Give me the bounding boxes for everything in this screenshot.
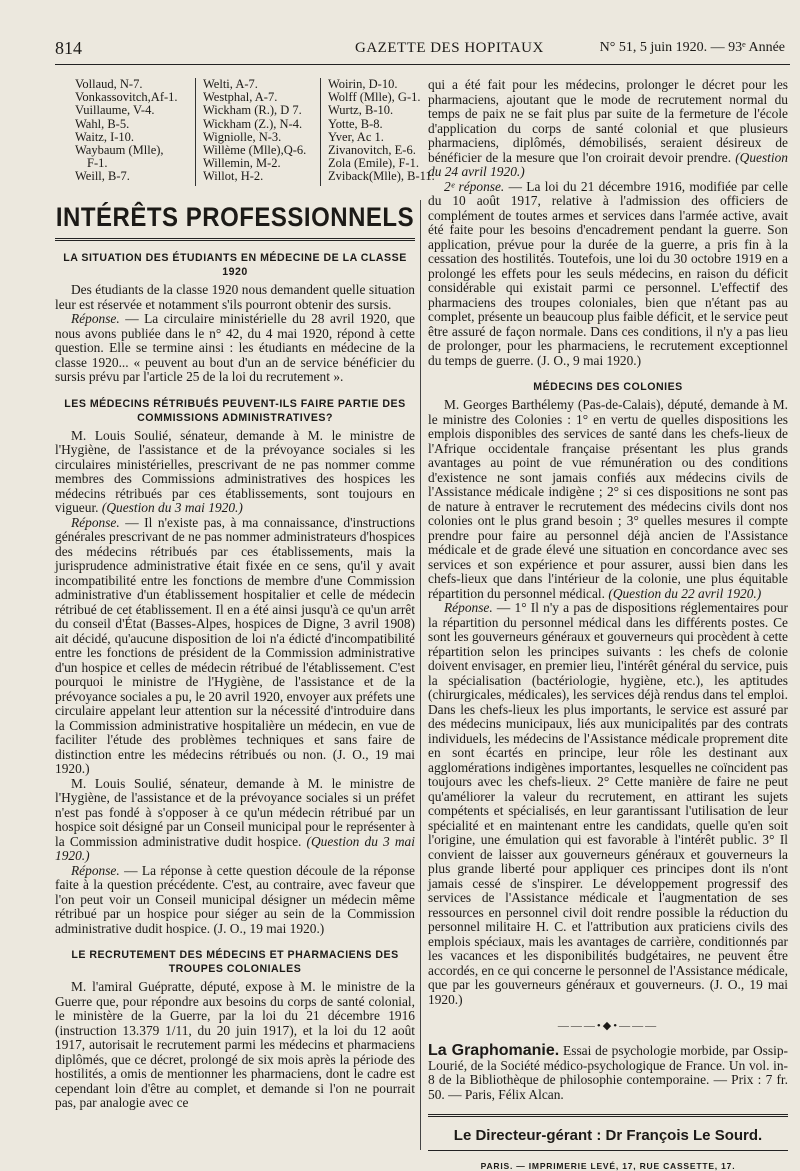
name-entry: Wolff (Mlle), G-1. [328, 90, 421, 105]
name-entry: Zviback(Mlle), B-11. [328, 169, 435, 184]
answer-text [55, 516, 415, 777]
column-divider [320, 78, 321, 186]
answer-body: — Il n'existe pas, à ma connaissance, d'instructions générales prescrivant de ne pas nommer administrateurs d'hospices des médecins rétribués par ces établissements, mais la jurisprudence administrative était fixée en ce sens, qu'il y avait incompatibilité entre les fonctions de membre d'une Commission administrative d'un établissement hospitalier et celle de médecin rétribué de cet établissement. Il en a été ainsi jusqu'à ce qu'un arrêt du conseil d'État (Basses-Alpes, hospices de Digne, 3 avril 1908) ait décidé, qu'aucune disposition de loi n'a édicté d'incompatibilité entre les fonctions de président de la Commission administrative d'un hospice et celles de médecin rétribué de l'établissement. C'est pourquoi le ministre de l'Hygiène, de l'assistance et de la prévoyance sociales a pu, le 20 avril 1920, envoyer aux préfets une circulaire appelant leur attention sur la nécessité d'introduire dans la Commission administrative hospitalière un médecin, en vue de faciliter l'étude des problèmes techniques et sans faire de distinction entre les médecins rétribués ou non. [55, 514, 415, 762]
article-heading: LES MÉDECINS RÉTRIBUÉS PEUVENT-ILS FAIRE PARTIE DES COMMISSIONS ADMINISTRATIVES? [64, 397, 406, 424]
column-divider [420, 200, 421, 1150]
name-entry: Waybaum (Mlle), [75, 143, 164, 158]
issue-info: N° 51, 5 juin 1920. — 93ᵉ Année [599, 40, 785, 55]
name-entry: Vuillaume, V-4. [75, 103, 155, 118]
header-rule [55, 64, 790, 65]
footer-rule [428, 1150, 788, 1151]
journal-title: GAZETTE DES HOPITAUX [355, 40, 544, 56]
question-text [55, 777, 415, 864]
question-reference: (Question du 3 mai 1920.) [55, 833, 415, 863]
column-divider [195, 78, 196, 186]
name-entry: Zola (Emile), F-1. [328, 156, 419, 171]
question-body: M. Louis Soulié, sénateur, demande à M. le ministre de l'Hygiène, de l'assistance et de la prévoyance sociales si les circulaires ministérielles, prescrivant de ne pas nommer comme membres des Commissions administratives des hospices les médecins rétribués par ces établissements, sont toujours en vigueur. [55, 427, 415, 515]
name-entry: F-1. [87, 156, 108, 171]
name-entry: Wahl, B-5. [75, 116, 130, 131]
answer-label: 2ᵉ réponse. [444, 178, 505, 194]
page-number: 814 [55, 38, 82, 58]
article-heading: LA SITUATION DES ÉTUDIANTS EN MÉDECINE DE LA CLASSE 1920 [63, 252, 407, 278]
question-reference: (Question du 3 mai 1920.) [101, 500, 243, 515]
name-entry: Yotte, B-8. [328, 116, 383, 131]
name-entry: Waitz, I-10. [75, 129, 135, 144]
name-column-3 [328, 78, 435, 184]
printer-line: PARIS. — IMPRIMERIE LEVÉ, 17, RUE CASSETTE, 17. [480, 1161, 736, 1171]
name-entry: Wickham (Z.), N-4. [203, 116, 303, 131]
bibliography-entry [428, 1044, 788, 1102]
name-entry: Wickham (R.), D 7. [203, 103, 302, 118]
name-entry: Wurtz, B-10. [328, 103, 394, 118]
answer-text [55, 312, 415, 385]
answer-label: Réponse. [71, 514, 120, 530]
question-text: M. l'amiral Guépratte, député, expose à M. le ministre de la Guerre que, pour répondre aux besoins du corps de santé colonial, le ministère de la Guerre, par la loi du 21 décembre 1916 (instruction 13.379 1/11, du 20 juin 1917), et la loi du 12 août 1917, autorisait le recrutement parmi les médecins et pharmaciens diplômés, que ce décret, prolongé de six mois après la période des hostilités, a omis de mentionner les pharmaciens, dont le cadre est cependant loin d'être au complet, et demande si l'on ne pourrait pas, par analogie avec ce [55, 979, 415, 1110]
name-entry: Yver, Ac 1. [328, 129, 384, 144]
question-body: M. Georges Barthélemy (Pas-de-Calais), député, demande à M. le ministre des Colonies : 1° en vertu de quelles dispositions les emplois disponibles des services de santé dans les chefs-lieux de l'Afrique occidentale française présentant les plus grands avantages au point de vue rémunération ou des conditions d'existence ne sont jamais confiés aux médecins civils de l'Assistance médicale indigène ; 2° si ces dispositions ne sont pas de nature à entraver le recrutement des médecins civils dont nos colonies ont le plus grand besoin ; 3° quelles mesures il compte prendre pour faire au personnel déjà ancien de l'Assistance médicale et de grade élevé une situation en concordance avec ses services et son expérience et pour assurer, aussi bien dans les chefs-lieux que dans l'intérieur de la colonie, une plus équitable répartition du personnel médical. [428, 397, 788, 601]
question-reference: (Question du 22 avril 1920.) [608, 585, 762, 601]
name-entry: Welti, A-7. [203, 77, 258, 91]
answer-label: Réponse. [71, 862, 120, 878]
answer-body: — 1° Il n'y a pas de dispositions réglementaires pour la répartition du personnel médical dans les différents postes. Ce sont les gouverneurs généraux et gouverneurs qui procèdent à cette répartition selon les principes suivants : les chefs de colonie doivent envisager, en premier lieu, l'intérêt général du service, puis la spécialisation (bactériologie, hygiène, etc.), les aptitudes (chirurgicales, médicales), les services déjà rendus dans tel emploi. Dans les chefs-lieux les plus importants, le service est assuré par des médecins municipaux, liés aux municipalités par des contrats individuels, les médecins de l'Assistance médicale proprement dite en sont écartés en principe, leur rôle les destinant aux agglomérations indigènes importantes, lesquelles ne coïncident pas toujours avec les chefs-lieux. 2° Cette manière de faire ne peut qu'améliorer la valeur du recrutement, en attirant les sujets compétents et spécialisés, en leur garantissant l'utilisation de leur spécialité et en maintenant entre les candidats, quelle qu'en soit l'origine, une émulation qui est favorable à l'intérêt public. 3° Il convient de laisser aux gouverneurs généraux et gouverneurs la plus grande liberté pour appliquer ces principes dont ils n'ont jamais cessé de s'inspirer. Le développement progressif des services de l'Assistance médicale et l'augmentation de ses ressources en personnel civil doit rendre possible la réduction du personnel militaire H. C. et l'attribution aux praticiens civils des emplois spéciaux, mais les avantages de carrière, conditionnés par les vacances et les disponibilités budgétaires, ne peuvent être accordés, en ce qui concerne le personnel de l'Assistance médicale, que par les gouverneurs généraux et gouverneurs. [428, 600, 788, 992]
name-entry: Willemin, M-2. [203, 156, 281, 171]
question-text [428, 398, 788, 601]
answer-label: Réponse. [71, 311, 120, 326]
name-column-1 [75, 78, 178, 184]
answer-reference: (J. O., 19 mai 1920.) [55, 746, 416, 776]
answer-text [55, 864, 415, 937]
name-index [75, 78, 445, 190]
answer-reference: (J. O., 9 mai 1920.) [536, 352, 642, 368]
name-entry: Willème (Mlle),Q-6. [203, 143, 307, 158]
name-entry: Vonkassovitch,Af-1. [75, 90, 178, 105]
name-entry: Willot, H-2. [203, 169, 264, 184]
separator-ornament: ———•◆•——— [557, 1020, 659, 1032]
page-header [55, 38, 785, 64]
question-reference: (Question du 24 avril 1920.) [428, 149, 788, 179]
name-entry: Wigniolle, N-3. [203, 129, 282, 144]
book-title: La Graphomanie. [428, 1042, 560, 1059]
answer-body: — La réponse à cette question découle de la réponse faite à la question précédente. C'est, au contraire, avec faveur que l'on peut voir un Conseil municipal désigner un médecin même rétribué par un hospice pour siéger au sein de la Commission administrative dudit hospice. [55, 862, 415, 936]
footer-rule [428, 1114, 788, 1117]
answer-reference: (J. O., 19 mai 1920.) [213, 920, 325, 936]
section-title: INTÉRÊTS PROFESSIONNELS [55, 202, 415, 233]
name-entry: Westphal, A-7. [203, 90, 278, 105]
answer-body: — La circulaire ministérielle du 28 avril 1920, que nous avons publiée dans le n° 42, du 4 mai 1920, répond à cette question. Elle se termine ainsi : les étudiants en médecine de la classe 1920... « peuvent au bout d'un an de service bénéficier du sursis prévu par l'article 25 de la loi du recrutement ». [55, 311, 415, 384]
answer-reference: (J. O., 19 mai 1920.) [428, 977, 788, 1007]
name-entry: Woirin, D-10. [328, 77, 398, 91]
answer-text [428, 601, 788, 1007]
question-body: qui a été fait pour les médecins, prolonger le décret pour les pharmaciens, ajoutant que le mode de recrutement normal du temps de paix ne se fait plus par suite de la fermeture de l'école d'application du corps de santé colonial et que plusieurs pharmaciens, diplômés, démobilisés, seraient désireux de bénéficier de la mesure que l'on croirait devoir prendre. [428, 77, 788, 165]
left-column [55, 200, 415, 1111]
director-line: Le Directeur-gérant : Dr François Le Sourd. [453, 1127, 763, 1144]
book-description: Essai de psychologie morbide, par Ossip-Lourié, de la Société médico-psychologique de France. Un vol. in-8 de la Bibliothèque de philosophie contemporaine. — Prix : 7 fr. 50. — Paris, Félix Alcan. [428, 1043, 788, 1102]
question-text: Des étudiants de la classe 1920 nous demandent quelle situation leur est réservée et notamment s'ils pourront obtenir des sursis. [55, 282, 415, 312]
right-column [428, 78, 788, 1171]
article-heading: MÉDECINS DES COLONIES [533, 381, 683, 393]
question-text [55, 429, 415, 516]
name-column-2 [203, 78, 306, 184]
answer-label: Réponse. [444, 600, 493, 615]
title-rule [55, 238, 415, 241]
article-heading: LE RECRUTEMENT DES MÉDECINS ET PHARMACIENS DES TROUPES COLONIALES [71, 949, 399, 975]
name-entry: Vollaud, N-7. [75, 77, 143, 91]
name-entry: Zivanovitch, E-6. [328, 143, 416, 158]
question-text [428, 78, 788, 180]
question-body: M. Louis Soulié, sénateur, demande à M. le ministre de l'Hygiène, de l'assistance et de la prévoyance sociales si un préfet n'est pas fondé à s'opposer à ce qu'un médecin rétribué par un hospice soit désigné par un Conseil municipal pour le représenter à la Commission administrative dudit hospice. [55, 775, 415, 849]
answer-text [428, 180, 788, 369]
answer-body: — La loi du 21 décembre 1916, modifiée par celle du 10 août 1917, relative à l'admission des officiers de complément de toutes armes et services dans l'armée active, avait été faite pour les besoins d'encadrement pendant la guerre. Son application, prévue pour la durée de la guerre, a pris fin à la cessation des hostilités. Toutefois, une loi du 30 octobre 1919 en a prolongé les effets pour les seuls médecins, en raison du déficit considérable qui existait parmi ce personnel. L'effectif des pharmaciens des troupes coloniales, bien que n'étant pas au complet, présente un beaucoup plus faible déficit, et le service peut être assuré de façon normale. Dans ces conditions, il n'y a pas lieu de prolonger, pour les pharmaciens, le recrutement exceptionnel du temps de guerre. [428, 178, 788, 368]
name-entry: Weill, B-7. [75, 169, 130, 184]
